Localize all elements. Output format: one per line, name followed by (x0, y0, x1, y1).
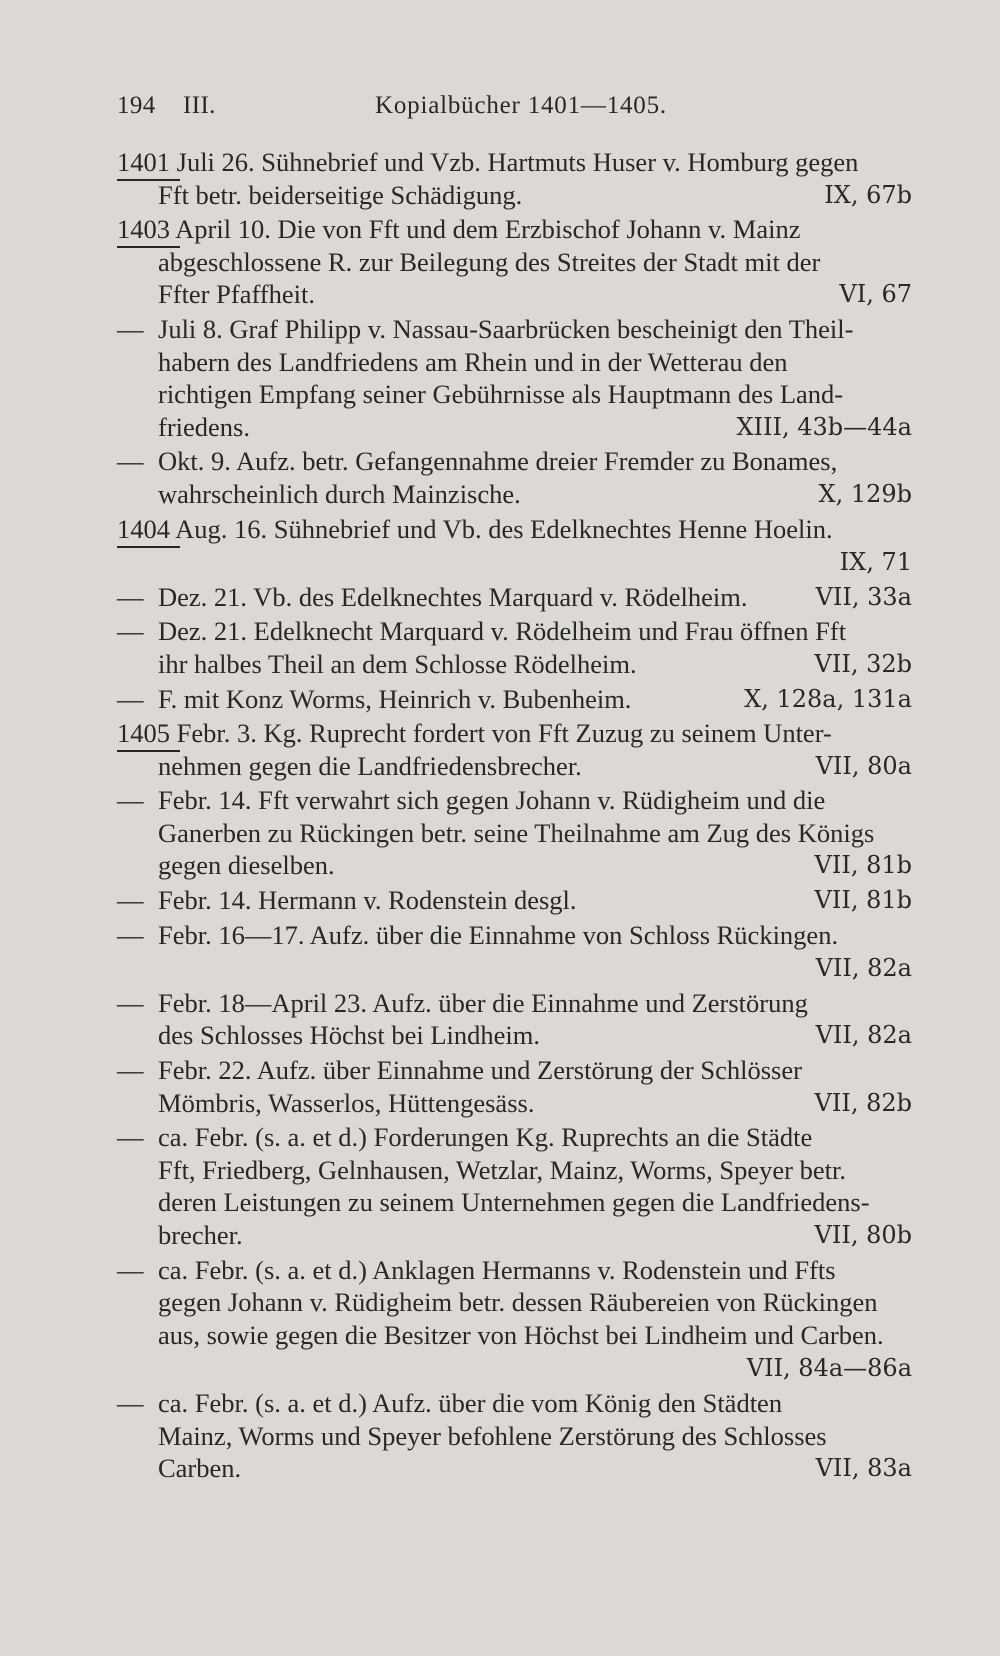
entry-text-line: Febr. 14. Hermann v. Rodenstein desgl. (158, 885, 577, 916)
entry-text-line: ca. Febr. (s. a. et d.) Anklagen Hermanns v. Rodenstein und Ffts (158, 1254, 836, 1285)
register-entry (117, 581, 912, 614)
signature-reference: VII, 83a (815, 1454, 912, 1483)
entry-text-line: aus, sowie gegen die Besitzer von Höchst bei Lindheim und Carben. (158, 1319, 884, 1350)
entry-text-line: Febr. 3. Kg. Ruprecht fordert von Fft Zuzug zu seinem Unter- (170, 718, 832, 749)
signature-reference: VII, 82a (815, 954, 912, 983)
signature-reference: IX, 67b (824, 180, 912, 209)
entry-text-line: Carben. (158, 1453, 242, 1484)
register-entry (117, 987, 912, 1052)
signature-reference: VII, 84a—86a (746, 1354, 912, 1383)
ditto-dash: — (117, 1387, 144, 1418)
ditto-dash: — (117, 446, 144, 477)
ditto-dash: — (117, 1055, 144, 1086)
register-entry (117, 513, 912, 579)
entry-text-line: nehmen gegen die Landfriedensbrecher. (158, 750, 582, 781)
register-entry (117, 919, 912, 985)
ditto-dash: — (117, 313, 144, 344)
entry-text-line: Mainz, Worms und Speyer befohlene Zerstörung des Schlosses (158, 1420, 827, 1451)
entry-year: 1405 (117, 718, 170, 749)
entry-text-line: abgeschlossene R. zur Beilegung des Streites der Stadt mit der (158, 246, 821, 277)
register-entry (117, 1254, 912, 1385)
entry-text-line: Febr. 16—17. Aufz. über die Einnahme von Schloss Rückingen. (158, 919, 839, 950)
entry-text-line: Febr. 14. Fft verwahrt sich gegen Johann v. Rüdigheim und die (158, 785, 826, 816)
entry-year: 1401 (117, 147, 170, 177)
ditto-dash: — (117, 987, 144, 1018)
entry-year: 1403 (117, 214, 170, 245)
register-entry (117, 884, 912, 917)
register-entry (117, 313, 912, 443)
page-header (117, 92, 907, 132)
register-entry (117, 683, 912, 716)
entry-text-line: brecher. (158, 1220, 243, 1250)
section-number: III. (183, 92, 216, 119)
page-number: 194 (117, 92, 156, 119)
signature-reference: VII, 81b (814, 886, 912, 915)
entry-text-line: des Schlosses Höchst bei Lindheim. (158, 1020, 540, 1051)
register-entry (117, 1054, 912, 1119)
entry-text-line: Okt. 9. Aufz. betr. Gefangennahme dreier Fremder zu Bonames, (158, 446, 838, 477)
entry-text-line: Aug. 16. Sühnebrief und Vb. des Edelknechtes Henne Hoelin. (170, 513, 833, 544)
ditto-dash: — (117, 919, 144, 950)
ditto-dash: — (117, 885, 144, 916)
signature-reference: VII, 81b (814, 851, 912, 880)
register-entry (117, 213, 912, 311)
signature-reference: XIII, 43b—44a (736, 412, 912, 441)
register-entry (117, 1387, 912, 1485)
entry-text-line: Fft, Friedberg, Gelnhausen, Wetzlar, Mainz, Worms, Speyer betr. (158, 1154, 846, 1185)
ditto-dash: — (117, 1254, 144, 1285)
entry-text-line: F. mit Konz Worms, Heinrich v. Bubenheim. (158, 683, 632, 714)
entry-text-line: Dez. 21. Edelknecht Marquard v. Rödelheim und Frau öffnen Fft (158, 616, 847, 647)
entry-text-line: Mömbris, Wasserlos, Hüttengesäss. (158, 1087, 535, 1118)
signature-reference: VII, 80b (814, 1221, 912, 1249)
entry-text-line: deren Leistungen zu seinem Unternehmen gegen die Landfriedens- (158, 1187, 870, 1218)
signature-reference: VII, 33a (815, 582, 912, 611)
signature-reference: VII, 82b (814, 1088, 912, 1117)
entry-text-line: ihr halbes Theil an dem Schlosse Rödelheim. (158, 648, 637, 679)
entry-text-line: gegen Johann v. Rüdigheim betr. dessen Räubereien von Rückingen (158, 1287, 878, 1318)
entry-text-line: Juli 8. Graf Philipp v. Nassau-Saarbrücken bescheinigt den Theil- (158, 313, 854, 344)
register-entry (117, 784, 912, 882)
entry-text-line: April 10. Die von Fft und dem Erzbischof Johann v. Mainz (170, 214, 801, 245)
ditto-dash: — (117, 785, 144, 816)
ditto-dash: — (117, 616, 144, 647)
register-entry (117, 146, 912, 211)
register-entry (117, 717, 912, 782)
signature-reference: VII, 82a (815, 1021, 912, 1050)
entry-text-line: ca. Febr. (s. a. et d.) Aufz. über die vom König den Städten (158, 1387, 783, 1418)
signature-reference: X, 128a, 131a (744, 684, 912, 713)
entry-year: 1404 (117, 513, 170, 544)
signature-reference: VII, 80a (815, 751, 912, 780)
register-entry (117, 615, 912, 680)
entry-text-line: Dez. 21. Vb. des Edelknechtes Marquard v. Rödelheim. (158, 581, 748, 612)
entry-text-line: ca. Febr. (s. a. et d.) Forderungen Kg. Ruprechts an die Städte (158, 1122, 813, 1153)
running-title: Kopialbücher 1401—1405. (375, 92, 667, 119)
entry-text-line: Febr. 18—April 23. Aufz. über die Einnahme und Zerstörung (158, 987, 808, 1018)
signature-reference: VII, 32b (814, 649, 912, 678)
ditto-dash: — (117, 683, 144, 714)
entry-text-line: habern des Landfriedens am Rhein und in der Wetterau den (158, 346, 788, 377)
register-entry (117, 445, 912, 510)
register-entry (117, 1121, 912, 1251)
entry-text-line: Juli 26. Sühnebrief und Vzb. Hartmuts Huser v. Homburg gegen (170, 147, 859, 177)
entry-text-line: Febr. 22. Aufz. über Einnahme und Zerstörung der Schlösser (158, 1055, 802, 1086)
entry-text-line: Ganerben zu Rückingen betr. seine Theilnahme am Zug des Königs (158, 817, 875, 848)
entry-text-line: wahrscheinlich durch Mainzische. (158, 478, 521, 509)
entry-text-line: Ffter Pfaffheit. (158, 279, 315, 310)
entry-list (117, 146, 912, 1487)
entry-text-line: friedens. (158, 411, 250, 442)
entry-text-line: Fft betr. beiderseitige Schädigung. (158, 179, 523, 210)
signature-reference: VI, 67 (839, 280, 912, 309)
entry-text-line: richtigen Empfang seiner Gebührnisse als Hauptmann des Land- (158, 379, 844, 410)
ditto-dash: — (117, 1122, 144, 1153)
signature-reference: IX, 71 (839, 548, 912, 577)
entry-text-line: gegen dieselben. (158, 850, 335, 881)
signature-reference: X, 129b (818, 479, 912, 508)
ditto-dash: — (117, 581, 144, 612)
